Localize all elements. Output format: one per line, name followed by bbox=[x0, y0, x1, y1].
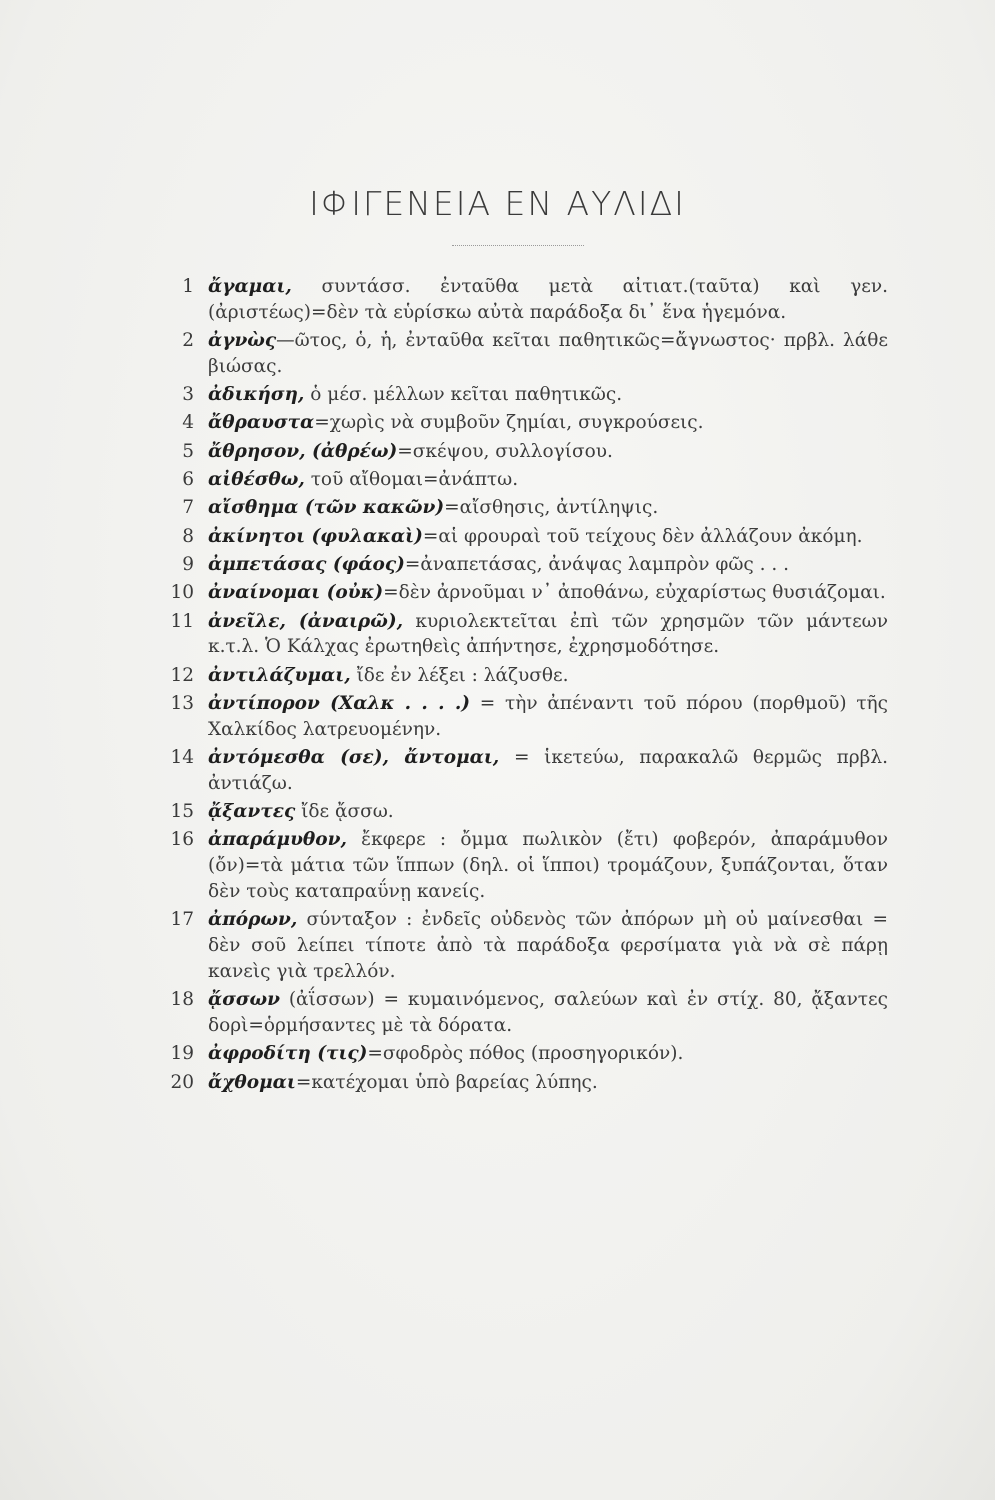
entry-definition: =κατέχομαι ὑπὸ βαρείας λύπης. bbox=[295, 1071, 598, 1093]
entry-number: 18 bbox=[170, 989, 194, 1011]
glossary-entry bbox=[168, 552, 888, 578]
entry-number: 20 bbox=[170, 1071, 194, 1093]
entry-term: ἀγνὼς bbox=[208, 330, 277, 352]
entry-term: ἀντίπορον (Χαλκ . . . .) bbox=[208, 692, 471, 714]
entry-definition: =σκέψου, συλλογίσου. bbox=[397, 440, 613, 462]
entry-definition: ἔκφερε : ὄμμα πωλικὸν (ἔτι) φοβερόν, ἀπαράμυθον (ὄν)=τὰ μάτια τῶν ἵππων (δηλ. οἱ ἵπποι) τρομάζουν, ξυπάζονται, ὅταν δὲν τοὺς καταπραΰνῃ κανείς. bbox=[208, 829, 888, 903]
entry-number: 6 bbox=[182, 469, 194, 491]
glossary-entry bbox=[168, 328, 888, 380]
entry-term: ᾄξαντες bbox=[208, 801, 296, 823]
entry-term: αἴσθημα (τῶν κακῶν) bbox=[208, 497, 445, 519]
entry-number: 16 bbox=[170, 829, 194, 851]
entry-term: αἰθέσθω, bbox=[208, 469, 305, 491]
entry-definition: =αἴσθησις, ἀντίληψις. bbox=[444, 497, 659, 519]
entry-definition: =αἱ φρουραὶ τοῦ τείχους δὲν ἀλλάζουν ἀκόμη. bbox=[422, 525, 863, 547]
entry-term: ἀφροδίτη (τις) bbox=[208, 1043, 368, 1065]
entry-number: 11 bbox=[170, 610, 194, 632]
glossary-entry bbox=[168, 799, 888, 825]
glossary-entry bbox=[168, 382, 888, 408]
entry-number: 13 bbox=[170, 692, 194, 714]
entry-number: 3 bbox=[182, 384, 194, 406]
glossary-entry bbox=[168, 663, 888, 689]
entry-definition: =σφοδρὸς πόθος (προσηγορικόν). bbox=[367, 1043, 684, 1065]
glossary-entry bbox=[168, 580, 888, 606]
entry-term: ἀνεῖλε, (ἀναιρῶ), bbox=[208, 610, 404, 632]
entry-definition: =χωρὶς νὰ συμβοῦν ζημίαι, συγκρούσεις. bbox=[314, 412, 704, 434]
entry-term: ἀπόρων, bbox=[208, 909, 298, 931]
glossary-entry bbox=[168, 467, 888, 493]
glossary-entry bbox=[168, 745, 888, 797]
glossary-entry bbox=[168, 827, 888, 904]
entry-number: 8 bbox=[182, 525, 194, 547]
glossary-entry bbox=[168, 987, 888, 1039]
entry-number: 5 bbox=[182, 440, 194, 462]
entry-number: 7 bbox=[182, 497, 194, 519]
entry-term: ἀδικήση, bbox=[208, 384, 305, 406]
entry-term: ἀντόμεσθα (σε), ἄντομαι, bbox=[208, 747, 500, 769]
entry-term: ἀντιλάζυμαι, bbox=[208, 664, 351, 686]
entry-number: 2 bbox=[182, 330, 194, 352]
entry-term: ἀναίνομαι (οὐκ) bbox=[208, 582, 384, 604]
glossary-list bbox=[168, 274, 888, 1098]
entry-definition: τοῦ αἴθομαι=ἀνάπτω. bbox=[304, 469, 519, 491]
entry-definition: —ῶτος, ὁ, ἡ, ἐνταῦθα κεῖται παθητικῶς=ἄγνωστος· πρβλ. λάθε βιώσας. bbox=[208, 330, 888, 377]
entry-number: 15 bbox=[170, 801, 194, 823]
title-divider bbox=[452, 245, 584, 246]
entry-term: ἄγαμαι, bbox=[208, 276, 292, 297]
entry-number: 4 bbox=[182, 412, 194, 434]
entry-definition: ἴδε ἐν λέξει : λάζυσθε. bbox=[350, 664, 569, 686]
entry-definition: ὁ μέσ. μέλλων κεῖται παθητικῶς. bbox=[304, 384, 623, 406]
entry-number: 14 bbox=[170, 747, 194, 769]
entry-term: ἄθρησον, (ἀθρέω) bbox=[208, 440, 398, 462]
glossary-entry bbox=[168, 274, 888, 326]
entry-term: ἀκίνητοι (φυλακαὶ) bbox=[208, 525, 423, 547]
entry-number: 19 bbox=[170, 1043, 194, 1065]
glossary-entry bbox=[168, 495, 888, 521]
glossary-entry bbox=[168, 439, 888, 465]
entry-definition: κυριολεκτεῖται ἐπὶ τῶν χρησμῶν τῶν μάντεων κ.τ.λ. Ὁ Κάλχας ἐρωτηθεὶς ἀπήντησε, ἐχρησμοδότησε. bbox=[208, 610, 889, 658]
entry-number: 17 bbox=[170, 909, 194, 931]
glossary-entry bbox=[168, 691, 888, 743]
entry-definition: =ἀναπετάσας, ἀνάψας λαμπρὸν φῶς . . . bbox=[404, 553, 790, 575]
entry-term: ἀπαράμυθον, bbox=[208, 829, 347, 851]
glossary-entry bbox=[168, 609, 888, 661]
entry-definition: συντάσσ. ἐνταῦθα μετὰ αἰτιατ.(ταῦτα) καὶ γεν.(ἀριστέως)=δὲν τὰ εὑρίσκω αὐτὰ παράδοξα δι᾽ ἕνα ἡγεμόνα. bbox=[208, 276, 888, 323]
page-title: ΙΦΙΓΕΝΕΙΑ ΕΝ ΑΥΛΙΔΙ bbox=[309, 184, 686, 223]
entry-definition: = τὴν ἀπέναντι τοῦ πόρου (πορθμοῦ) τῆς Χαλκίδος λατρευομένην. bbox=[208, 692, 888, 740]
entry-definition: (ἀΐσσων) = κυμαινόμενος, σαλεύων καὶ ἐν στίχ. 80, ᾄξαντες δορὶ=ὁρμήσαντες μὲ τὰ δόρατα. bbox=[208, 989, 888, 1037]
entry-definition: σύνταξον : ἐνδεῖς οὐδενὸς τῶν ἀπόρων μὴ οὐ μαίνεσθαι = δὲν σοῦ λείπει τίποτε ἀπὸ τὰ παράδοξα φερσίματα γιὰ νὰ σὲ πάρῃ κανεὶς γιὰ τρελλόν. bbox=[208, 909, 888, 982]
glossary-entry bbox=[168, 524, 888, 550]
entry-term: ἀμπετάσας (φάος) bbox=[208, 553, 405, 575]
entry-number: 1 bbox=[182, 276, 194, 297]
entry-number: 12 bbox=[170, 664, 194, 686]
entry-term: ᾄσσων bbox=[208, 989, 280, 1011]
glossary-entry bbox=[168, 1041, 888, 1067]
entry-definition: =δὲν ἀρνοῦμαι ν᾽ ἀποθάνω, εὐχαρίστως θυσιάζομαι. bbox=[383, 582, 886, 604]
entry-definition: = ἱκετεύω, παρακαλῶ θερμῶς πρβλ. ἀντιάζω. bbox=[208, 747, 888, 794]
entry-number: 10 bbox=[170, 582, 194, 604]
glossary-entry bbox=[168, 1070, 888, 1096]
entry-number: 9 bbox=[182, 553, 194, 575]
entry-term: ἄχθομαι bbox=[208, 1071, 296, 1093]
entry-definition: ἴδε ᾄσσω. bbox=[295, 801, 394, 823]
glossary-entry bbox=[168, 907, 888, 984]
glossary-entry bbox=[168, 410, 888, 436]
entry-term: ἄθραυστα bbox=[208, 412, 315, 434]
